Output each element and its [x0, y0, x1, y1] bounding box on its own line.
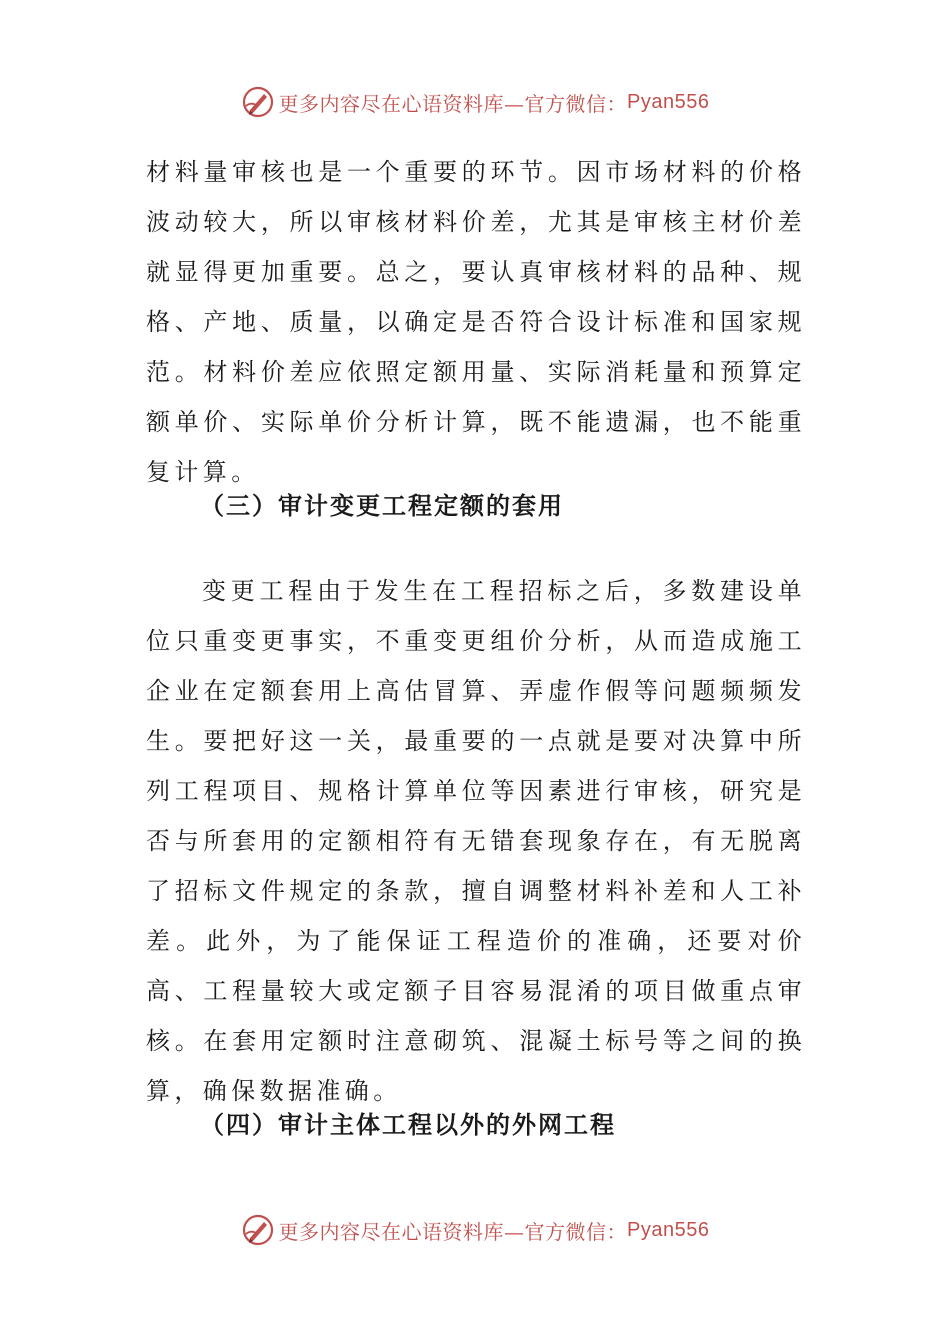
section-heading-4: （四）审计主体工程以外的外网工程 [200, 1111, 616, 1139]
footer-banner [0, 1210, 950, 1250]
pen-logo-icon [241, 1213, 275, 1247]
pen-logo-icon [241, 85, 275, 119]
body-paragraph-1: 材料量审核也是一个重要的环节。因市场材料的价格波动较大，所以审核材料价差，尤其是审核主材价差就显得更加重要。总之，要认真审核材料的品种、规格、产地、质量，以确定是否符合设计标准和国家规范。材料价差应依照定额用量、实际消耗量和预算定额单价、实际单价分析计算，既不能遗漏，也不能重复计算。 [146, 158, 806, 486]
footer-banner-text: 更多内容尽在心语资料库—官方微信： [278, 1219, 628, 1244]
footer-wechat-id: Pyan556 [627, 1218, 710, 1241]
section-heading-3: （三）审计变更工程定额的套用 [200, 492, 564, 520]
header-wechat-id: Pyan556 [627, 90, 710, 113]
header-banner [0, 82, 950, 122]
body-paragraph-2: 变更工程由于发生在工程招标之后，多数建设单位只重变更事实，不重变更组价分析，从而造成施工企业在定额套用上高估冒算、弄虚作假等问题频频发生。要把好这一关，最重要的一点就是要对决算中所列工程项目、规格计算单位等因素进行审核，研究是否与所套用的定额相符有无错套现象存在，有无脱离了招标文件规定的条款，擅自调整材料补差和人工补差。此外，为了能保证工程造价的准确，还要对价高、工程量较大或定额子目容易混淆的项目做重点审核。在套用定额时注意砌筑、混凝土标号等之间的换算，确保数据准确。 [146, 577, 806, 1105]
header-banner-text: 更多内容尽在心语资料库—官方微信： [278, 91, 628, 116]
